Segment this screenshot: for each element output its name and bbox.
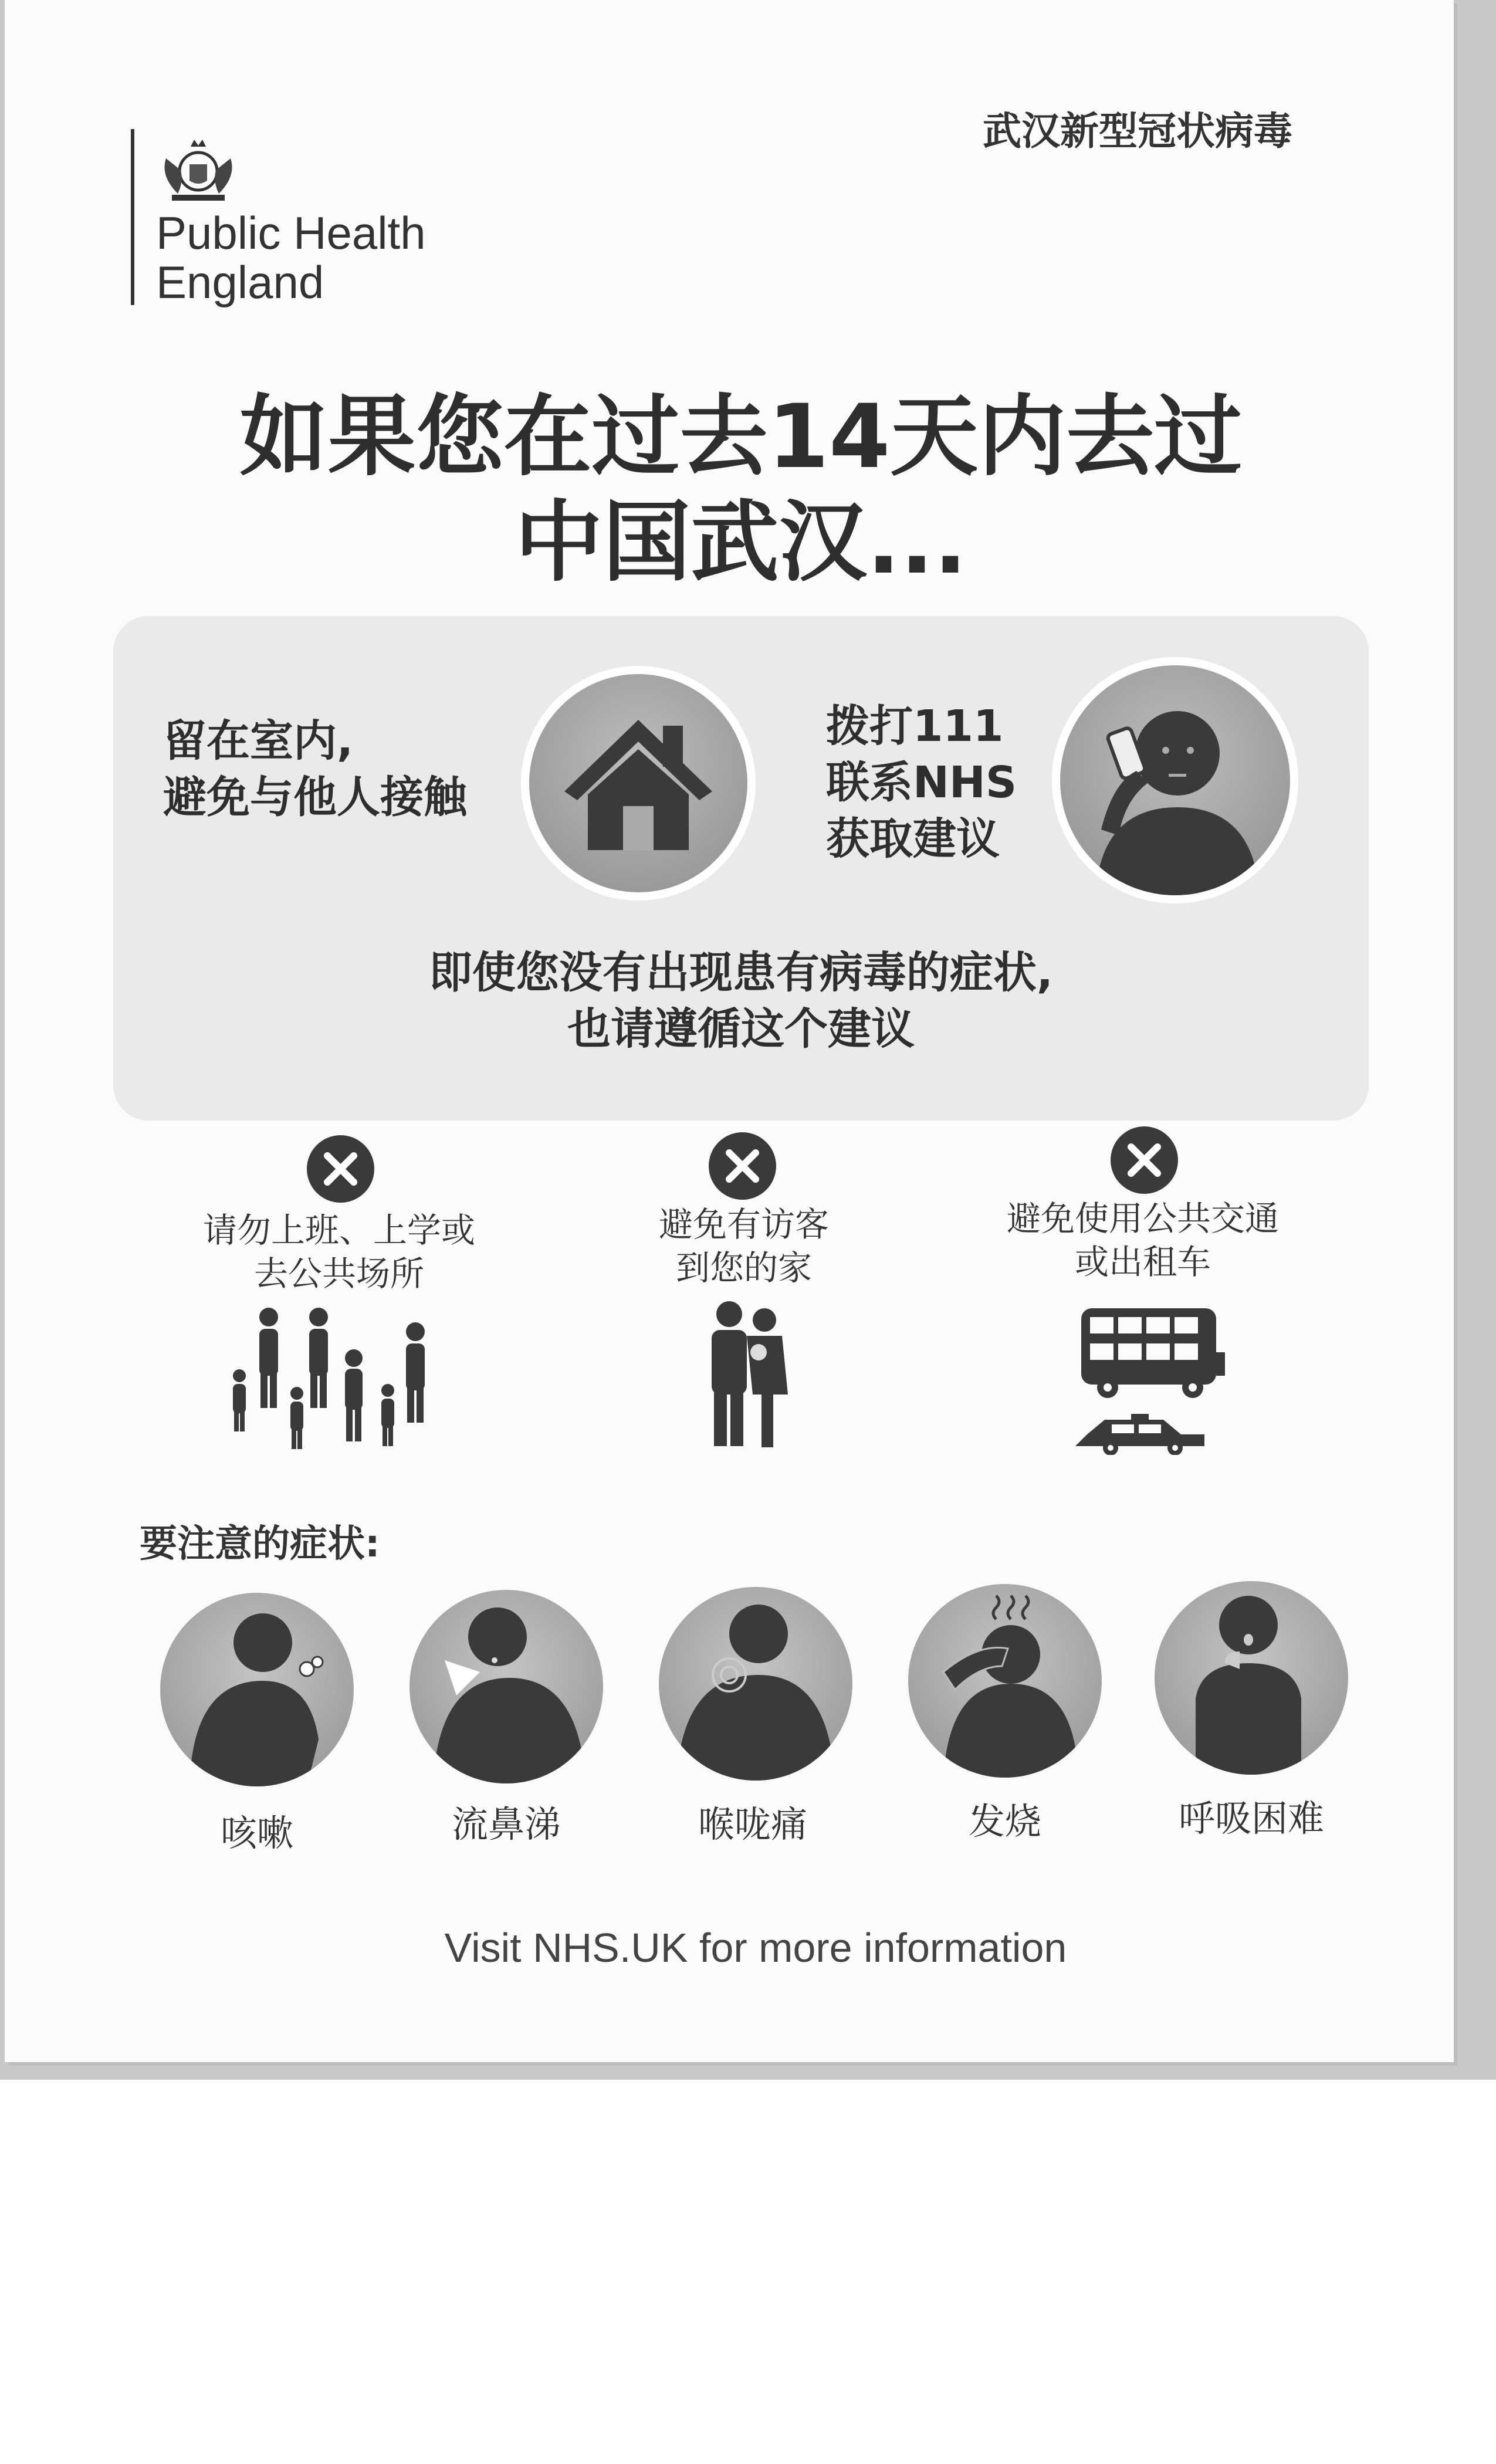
footer-text: Visit NHS.UK for more information [444,1925,1067,1971]
bus-taxi-icon [1075,1302,1228,1455]
phe-logo [131,129,436,317]
house-icon [529,674,747,892]
symptom-label-fever: 发烧 [968,1800,1041,1843]
logo-rule [131,129,134,305]
avoid-2-line1: 避免有访客 [658,1204,829,1244]
visitors-icon [700,1299,794,1449]
cough-icon [160,1593,354,1786]
organisation-line1: Public Health [156,207,426,259]
breathing-difficulty-icon [1155,1581,1348,1775]
avoid-3-line2: 或出租车 [1074,1242,1211,1282]
organisation-line2: England [156,256,324,308]
avoid-2-line2: 到您的家 [675,1248,812,1288]
avoid-1-line2: 去公共场所 [253,1254,424,1294]
stay-home-line2: 避免与他人接触 [163,772,467,823]
avoid-1-line1: 请勿上班、上学或 [202,1210,475,1250]
avoid-2-x-icon [709,1132,776,1200]
panel-note [113,945,1369,1057]
sore-throat-icon [659,1587,852,1781]
leaflet-page [5,0,1454,2062]
stay-home-text [163,713,467,825]
symptom-label-runny-nose: 流鼻涕 [451,1803,561,1846]
note-line2: 也请遵循这个建议 [567,1004,915,1054]
avoid-1-text [157,1209,521,1295]
fever-icon [908,1584,1102,1778]
note-line1: 即使您没有出现患有病毒的症状, [428,947,1054,998]
symptoms-heading: 要注意的症状: [140,1522,380,1566]
title-line1: 如果您在过去14天内去过 [239,386,1243,488]
avoid-3-x-icon [1111,1126,1178,1194]
symptom-label-cough: 咳嗽 [220,1812,293,1854]
avoid-3-line1: 避免使用公共交通 [1006,1199,1279,1238]
advice-panel [113,616,1369,1121]
call-line2: 联系NHS [826,757,1017,808]
phone-badge [1052,657,1298,903]
call-line3: 获取建议 [826,814,1000,864]
person-phone-icon [1060,665,1290,895]
symptom-label-sore-throat: 喉咙痛 [698,1803,807,1846]
avoid-3-text [979,1197,1307,1284]
runny-nose-icon [409,1590,603,1783]
title-line2: 中国武汉... [515,492,967,594]
organisation-name [156,208,426,307]
home-badge [521,666,756,901]
crowd-icon [222,1305,445,1458]
stay-home-line1: 留在室内, [163,716,354,766]
page-title [5,384,1477,595]
symptom-label-breathing-difficulty: 呼吸困难 [1178,1797,1324,1840]
header-tag: 武汉新型冠状病毒 [983,109,1292,154]
call-111-text [826,698,1017,867]
avoid-2-text [591,1203,896,1289]
call-line1: 拨打111 [826,701,1004,752]
royal-crest-icon [154,129,242,205]
avoid-1-x-icon [307,1135,374,1203]
